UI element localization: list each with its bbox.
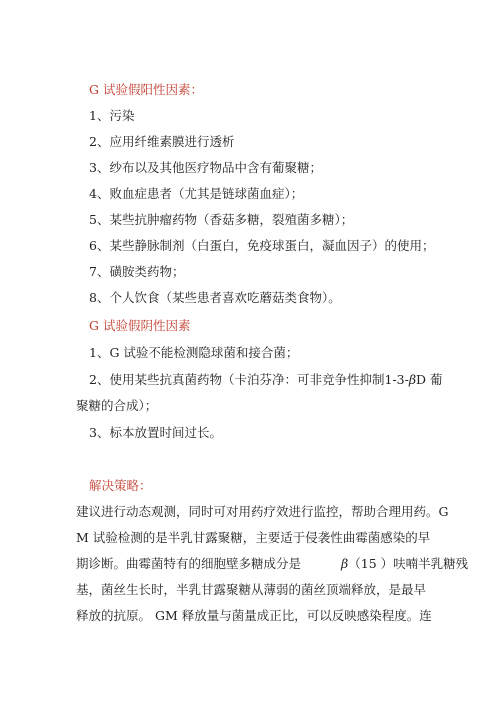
false-negative-item-2-text: 2、使用某些抗真菌药物（卡泊芬净：可非竞争性抑制1-3- bbox=[89, 372, 409, 387]
solution-line-3-text: 期诊断。曲霉菌特有的细胞壁多糖成分是 bbox=[76, 556, 302, 571]
solution-line-2: M 试验检测的是半乳甘露聚糖，主要适于侵袭性曲霉菌感染的早 bbox=[76, 530, 431, 545]
solution-line-5: 释放的抗原。 GM 释放量与菌量成正比，可以反映感染程度。连 bbox=[76, 608, 432, 623]
false-negative-item-2-continued: 聚糖的合成）； bbox=[76, 398, 158, 413]
false-positive-item-1: 1、污染 bbox=[89, 108, 135, 123]
false-positive-heading: G 试验假阳性因素： bbox=[89, 82, 203, 97]
false-negative-heading: G 试验假阴性因素 bbox=[89, 318, 191, 333]
false-positive-item-7: 7、磺胺类药物； bbox=[89, 264, 185, 279]
beta-symbol: β bbox=[408, 372, 417, 387]
false-positive-item-8: 8、个人饮食（某些患者喜欢吃蘑菇类食物）。 bbox=[89, 290, 341, 305]
solution-line-3 bbox=[76, 556, 468, 572]
solution-line-3-text-end: （15 ）呋喃半乳糖残 bbox=[348, 556, 469, 571]
solution-line-1: 建议进行动态观测，同时可对用药疗效进行监控，帮助合理用药。G bbox=[76, 504, 449, 519]
false-positive-item-5: 5、某些抗肿瘤药物（香菇多糖，裂殖菌多糖）； bbox=[89, 212, 354, 227]
solution-heading: 解决策略： bbox=[89, 478, 152, 493]
solution-line-4: 基，菌丝生长时，半乳甘露聚糖从薄弱的菌丝顶端释放，是最早 bbox=[76, 582, 427, 597]
false-positive-item-6: 6、某些静脉制剂（白蛋白，免疫球蛋白，凝血因子）的使用； bbox=[89, 238, 435, 253]
false-negative-item-2 bbox=[89, 372, 443, 388]
beta-symbol-2: β bbox=[341, 556, 349, 571]
false-negative-item-1: 1、G 试验不能检测隐球菌和接合菌； bbox=[89, 345, 299, 360]
false-positive-item-3: 3、纱布以及其他医疗物品中含有葡聚糖； bbox=[89, 160, 322, 175]
false-negative-item-2-text-end: D 葡 bbox=[416, 372, 443, 387]
false-positive-item-4: 4、败血症患者（尤其是链球菌血症）； bbox=[89, 186, 304, 201]
false-negative-item-3: 3、标本放置时间过长。 bbox=[89, 425, 222, 440]
false-positive-item-2: 2、应用纤维素膜进行透析 bbox=[89, 134, 235, 149]
